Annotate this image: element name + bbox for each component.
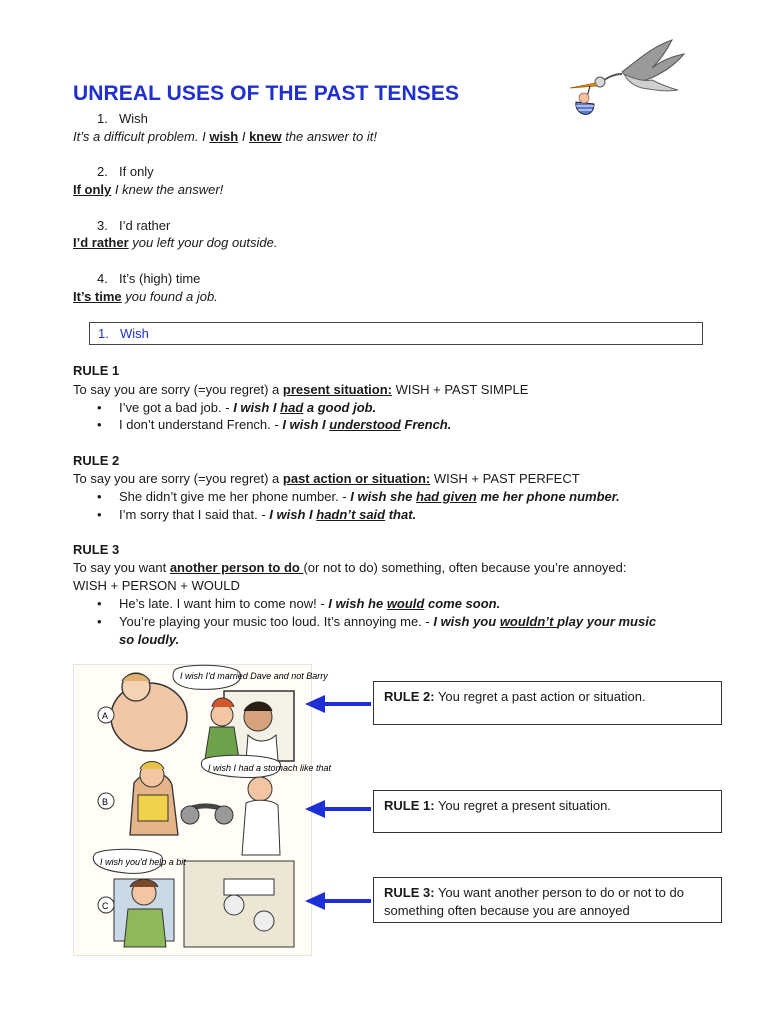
- match-box-rule-1: RULE 1: You regret a present situation.: [373, 790, 722, 833]
- text-run: To say you want: [73, 560, 170, 575]
- rule-1-description: [73, 382, 528, 397]
- text-run: so loudly.: [119, 632, 180, 647]
- rule-3-example-1: • He’s late. I want him to come now! - I wish he would come soon.: [97, 596, 501, 611]
- text-run: past action or situation:: [282, 471, 431, 486]
- text-run: I wish I: [233, 400, 281, 415]
- text-run: WISH + PAST SIMPLE: [391, 382, 529, 397]
- overview-item-its-time: 4. It’s (high) time: [97, 271, 201, 286]
- text-run: play your music: [557, 614, 657, 629]
- text-run: I don’t understand French. -: [119, 417, 283, 432]
- text-run: that.: [385, 507, 417, 522]
- text-run: had given: [416, 489, 477, 504]
- page-title: UNREAL USES OF THE PAST TENSES: [73, 82, 460, 105]
- text-run: French.: [400, 417, 452, 432]
- text-run: a good job.: [303, 400, 377, 415]
- rule-3-example-2: • You’re playing your music too loud. It’s annoying me. - I wish you wouldn’t play your music so loudly.: [97, 614, 657, 647]
- text-run: To say you are sorry (=you regret) a: [73, 471, 283, 486]
- text-run: me her phone number.: [476, 489, 620, 504]
- text-run: hadn’t said: [316, 507, 386, 522]
- rule-1-heading: RULE 1: [73, 363, 120, 378]
- text-run: I wish I: [269, 507, 317, 522]
- text-run: present situation:: [282, 382, 392, 397]
- arrow-left-icon: [303, 693, 373, 715]
- stork-illustration: [562, 38, 704, 128]
- text-run: To say you are sorry (=you regret) a: [73, 382, 283, 397]
- text-run: you found a job.: [121, 289, 218, 304]
- text-run: another person to do: [169, 560, 304, 575]
- text-run: WISH + PAST PERFECT: [430, 471, 580, 486]
- text-run: I knew the answer!: [111, 182, 224, 197]
- text-run: would: [386, 596, 425, 611]
- text-run: knew: [249, 129, 282, 144]
- text-run: If only: [73, 182, 112, 197]
- overview-item-wish: 1. Wish: [97, 111, 148, 126]
- text-run: You’re playing your music too loud. It’s annoying me. -: [119, 614, 434, 629]
- text-run: had: [280, 400, 304, 415]
- rule-1-example-1: • I’ve got a bad job. - I wish I had a good job.: [97, 400, 377, 415]
- text-run: I wish she: [350, 489, 417, 504]
- cartoon-panel-a: A: [102, 711, 109, 721]
- rule-3-description: [73, 560, 627, 575]
- text-run: I wish he: [328, 596, 387, 611]
- overview-example-id-rather: [73, 235, 278, 250]
- text-run: I’d rather: [73, 235, 129, 250]
- text-run: I: [238, 129, 250, 144]
- text-run: (or not to do) something, often because you’re annoyed:: [303, 560, 627, 575]
- text-run: It’s a difficult problem. I: [73, 129, 210, 144]
- text-run: I’ve got a bad job. -: [119, 400, 234, 415]
- overview-example-its-time: [73, 289, 218, 304]
- cartoon-panel-c: C: [102, 901, 109, 911]
- rule-2-example-2: • I’m sorry that I said that. - I wish I hadn’t said that.: [97, 507, 417, 522]
- text-run: I wish you: [433, 614, 500, 629]
- text-run: It’s time: [73, 289, 122, 304]
- text-run: the answer to it!: [281, 129, 377, 144]
- rule-2-description: [73, 471, 580, 486]
- text-run: understood: [329, 417, 401, 432]
- overview-example-wish: [73, 129, 377, 144]
- overview-item-if-only: 2. If only: [97, 164, 154, 179]
- rule-3-heading: RULE 3: [73, 542, 120, 557]
- overview-example-if-only: [73, 182, 223, 197]
- text-run: you left your dog outside.: [128, 235, 278, 250]
- text-run: wish: [209, 129, 239, 144]
- overview-item-id-rather: 3. I’d rather: [97, 218, 171, 233]
- rule-2-example-1: • She didn’t give me her phone number. - I wish she had given me her phone number.: [97, 489, 620, 504]
- text-run: I wish I: [282, 417, 330, 432]
- rule-3-formula: WISH + PERSON + WOULD: [73, 578, 240, 593]
- wish-cartoon-illustration: [73, 664, 332, 956]
- match-box-rule-2: RULE 2: You regret a past action or situation.: [373, 681, 722, 725]
- arrow-left-icon: [303, 798, 373, 820]
- text-run: come soon.: [424, 596, 501, 611]
- cartoon-speech-c: I wish you'd help a bit: [100, 857, 186, 867]
- cartoon-panel-b: B: [102, 797, 109, 807]
- text-run: He’s late. I want him to come now! -: [119, 596, 329, 611]
- text-run: wouldn’t: [499, 614, 558, 629]
- arrow-left-icon: [303, 890, 373, 912]
- cartoon-speech-a: I wish I'd married Dave and not Barry: [180, 671, 328, 681]
- cartoon-speech-b: I wish I had a stomach like that: [208, 763, 332, 773]
- section-header-wish: 1. Wish: [89, 322, 703, 345]
- rule-1-example-2: • I don’t understand French. - I wish I understood French.: [97, 417, 452, 432]
- match-box-rule-3: RULE 3: You want another person to do or not to do something often because you are annoyed: [373, 877, 722, 923]
- text-run: She didn’t give me her phone number. -: [119, 489, 351, 504]
- text-run: I’m sorry that I said that. -: [119, 507, 270, 522]
- rule-2-heading: RULE 2: [73, 453, 120, 468]
